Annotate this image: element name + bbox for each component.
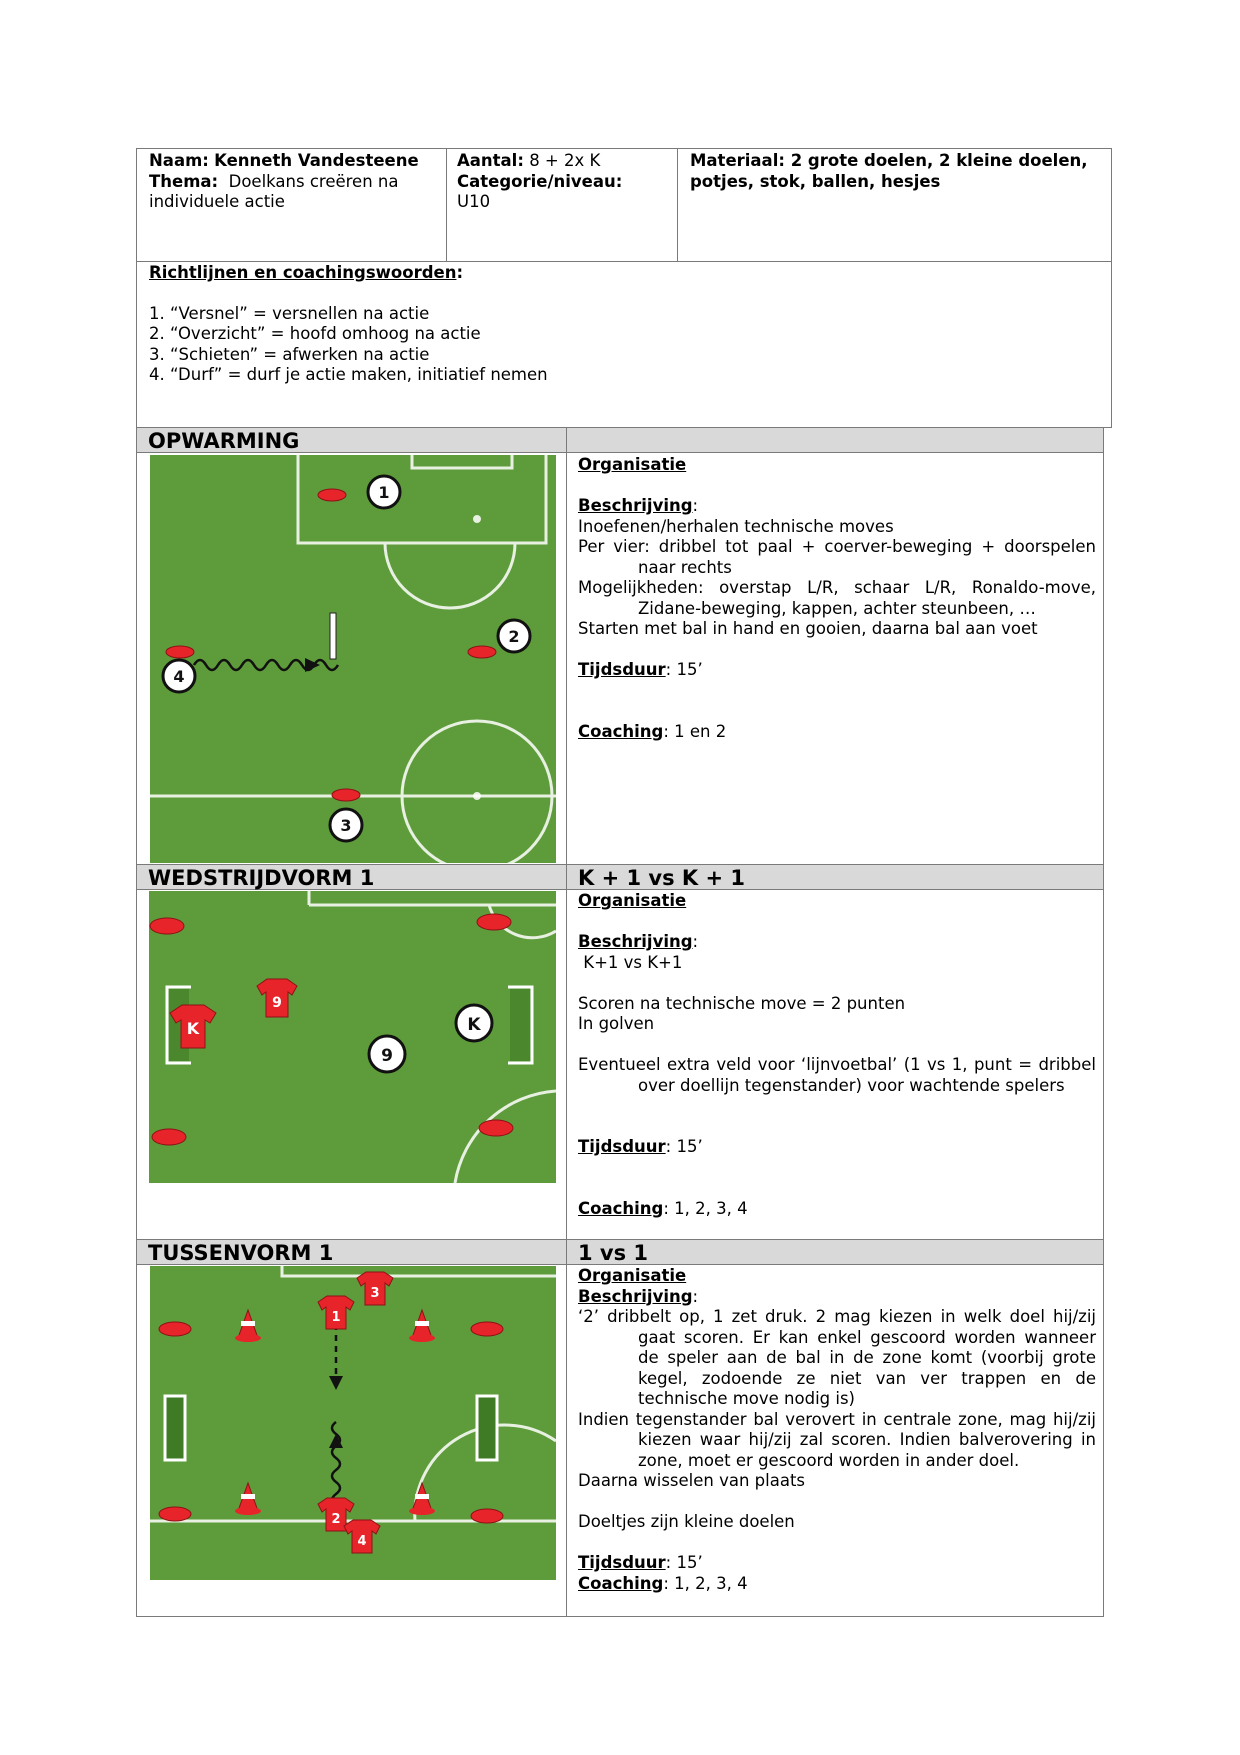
cone-icon: [318, 489, 346, 501]
opwarming-field-svg: [150, 455, 556, 863]
beschrijving-label: Beschrijving: [578, 932, 693, 951]
cone-icon: [332, 789, 360, 801]
cone-icon: [471, 1322, 503, 1336]
svg-text:9: 9: [381, 1046, 393, 1066]
coaching-label: Coaching: [578, 1198, 664, 1218]
wedstrijdvorm-field-diagram: [149, 891, 556, 1183]
aantal-value: 8 + 2x K: [529, 151, 601, 170]
wedstrijdvorm-field-svg: [149, 891, 556, 1183]
guidelines-colon: :: [456, 263, 464, 282]
section-title: TUSSENVORM 1: [148, 1241, 334, 1265]
coaching-value: : 1, 2, 3, 4: [663, 1573, 748, 1593]
description-tussenvorm: Organisatie Beschrijving: ‘2’ dribbelt op, 1 zet druk. 2 mag kiezen in welk doel hij/zij gaat scoren. Er kan enkel gescoord worden wanneer de speler aan de bal in de zone komt (voorbij grote kegel, zodoende ze niet van ver trappen en de technische move nodig is) Indien tegenstander bal verovert in centrale zone, mag hij/zij kiezen waar hij/zij zal scoren. Indien balverovering in zone, moet er gescoord worden in ander doel. Daarna wisselen van plaats Doeltjes zijn kleine doelen Tijdsduur: 15’ Coaching: 1, 2, 3, 4: [578, 1266, 1096, 1593]
info-divider-h: [136, 261, 1112, 262]
section-subheader-wedstrijdvorm: [566, 864, 1104, 890]
guideline-item: 4. “Durf” = durf je actie maken, initiatief nemen: [149, 365, 548, 384]
coaching-label: Coaching: [578, 1573, 664, 1593]
tussenvorm-field-svg: [150, 1266, 556, 1580]
svg-text:1: 1: [331, 1310, 341, 1325]
keeper-marker-icon: [456, 1005, 492, 1041]
guideline-item: 1. “Versnel” = versnellen na actie: [149, 303, 430, 323]
organisatie-label: Organisatie: [578, 1266, 687, 1285]
naam-label: Naam:: [149, 151, 209, 170]
tijdsduur-value: : 15’: [665, 1553, 703, 1572]
tijdsduur-value: : 15’: [665, 660, 703, 679]
cone-icon: [477, 914, 511, 930]
player-marker-icon: [163, 660, 195, 692]
description-line: Daarna wisselen van plaats: [578, 1471, 806, 1490]
svg-text:4: 4: [173, 667, 185, 686]
section-title: OPWARMING: [148, 429, 300, 453]
player-marker-icon: [498, 620, 530, 652]
svg-text:3: 3: [340, 816, 352, 835]
guideline-item: 3. “Schieten” = afwerken na actie: [149, 344, 430, 364]
info-divider-v2: [677, 148, 678, 262]
cone-icon: [468, 646, 496, 658]
section-header-opwarming: [136, 427, 567, 453]
section-title: WEDSTRIJDVORM 1: [148, 866, 375, 890]
svg-text:1: 1: [378, 483, 390, 502]
player-marker-icon: [368, 476, 400, 508]
description-line: Doeltjes zijn kleine doelen: [578, 1512, 795, 1531]
section-subtitle: 1 vs 1: [578, 1241, 649, 1265]
description-line: Mogelijkheden: overstap L/R, schaar L/R, Ronaldo-move, Zidane-beweging, kappen, achter steunbeen, …: [578, 578, 1096, 618]
thema-value: Doelkans creëren na individuele actie: [149, 171, 399, 211]
thema-label: Thema:: [149, 171, 219, 191]
categorie-value: U10: [457, 192, 491, 211]
organisatie-label: Organisatie: [578, 455, 687, 474]
cone-icon: [159, 1322, 191, 1336]
opwarming-field-diagram: [150, 455, 556, 863]
coaching-value: : 1, 2, 3, 4: [663, 1198, 748, 1218]
guideline-item: 2. “Overzicht” = hoofd omhoog na actie: [149, 324, 481, 343]
description-line: K+1 vs K+1: [578, 952, 683, 972]
cone-icon: [471, 1509, 503, 1523]
pole-icon: [330, 613, 336, 659]
cone-icon: [150, 918, 184, 934]
svg-text:K: K: [467, 1015, 481, 1035]
exercise-divider-v: [566, 427, 567, 1617]
categorie-label: Categorie/niveau:: [457, 171, 623, 191]
description-line: Scoren na technische move = 2 punten: [578, 993, 906, 1013]
svg-text:2: 2: [508, 627, 520, 646]
cone-icon: [152, 1129, 186, 1145]
beschrijving-label: Beschrijving: [578, 496, 693, 515]
tijdsduur-value: : 15’: [665, 1137, 703, 1156]
info-divider-v1: [446, 148, 447, 262]
description-line: Eventueel extra veld voor ‘lijnvoetbal’ (1 vs 1, punt = dribbel over doellijn tegenstander) voor wachtende spelers: [578, 1055, 1096, 1095]
description-wedstrijdvorm: Organisatie Beschrijving: K+1 vs K+1 Scoren na technische move = 2 punten In golven Eventueel extra veld voor ‘lijnvoetbal’ (1 vs 1, punt = dribbel over doellijn tegenstander) voor wachtende spelers Tijdsduur: 15’ Coaching: 1, 2, 3, 4: [578, 891, 1096, 1218]
svg-text:9: 9: [272, 995, 282, 1011]
tijdsduur-label: Tijdsduur: [578, 1137, 666, 1156]
player-marker-icon: [330, 809, 362, 841]
section-header-wedstrijdvorm: [136, 864, 567, 890]
tijdsduur-label: Tijdsduur: [578, 1553, 666, 1572]
coaching-value: : 1 en 2: [663, 721, 727, 741]
description-line: Inoefenen/herhalen technische moves: [578, 516, 894, 536]
organisatie-label: Organisatie: [578, 891, 687, 910]
aantal-cell: [457, 151, 672, 213]
guidelines-title: Richtlijnen en coachingswoorden: [149, 263, 457, 282]
description-line: ‘2’ dribbelt op, 1 zet druk. 2 mag kiezen in welk doel hij/zij gaat scoren. Er kan enkel gescoord worden wanneer de speler aan de bal in de zone komt (voorbij grote kegel, zodoende ze niet van ver trappen en de technische move nodig is): [578, 1307, 1096, 1408]
svg-text:K: K: [186, 1019, 200, 1038]
materiaal-cell: Materiaal: 2 grote doelen, 2 kleine doelen, potjes, stok, ballen, hesjes: [690, 151, 1088, 191]
section-subheader-opwarming: [566, 427, 1104, 453]
aantal-label: Aantal:: [457, 151, 524, 170]
tijdsduur-label: Tijdsduur: [578, 660, 666, 679]
section-subheader-tussenvorm: [566, 1239, 1104, 1265]
cone-icon: [479, 1120, 513, 1136]
description-line: Per vier: dribbel tot paal + coerver-beweging + doorspelen naar rechts: [578, 537, 1096, 577]
coaching-label: Coaching: [578, 721, 664, 741]
player-marker-icon: [369, 1036, 405, 1072]
cone-icon: [166, 646, 194, 658]
beschrijving-label: Beschrijving: [578, 1286, 693, 1306]
svg-text:2: 2: [331, 1512, 341, 1527]
guidelines: [149, 263, 1049, 386]
svg-text:3: 3: [370, 1286, 380, 1301]
description-opwarming: Organisatie Beschrijving: Inoefenen/herhalen technische moves Per vier: dribbel tot paal + coerver-beweging + doorspelen naar rechts Mogelijkheden: overstap L/R, schaar L/R, Ronaldo-move, Zidane-beweging, kappen, achter steunbeen, … Starten met bal in hand en gooien, daarna bal aan voet Tijdsduur: 15’ Coaching: 1 en 2: [578, 455, 1096, 741]
description-line: Starten met bal in hand en gooien, daarna bal aan voet: [578, 619, 1038, 638]
description-line: In golven: [578, 1014, 655, 1033]
tussenvorm-field-diagram: [150, 1266, 556, 1580]
naam-cell: [149, 151, 441, 213]
description-line: Indien tegenstander bal verovert in centrale zone, mag hij/zij kiezen waar hij/zij zal scoren. Indien balverovering in zone, moet er gescoord worden in ander doel.: [578, 1409, 1096, 1470]
section-header-tussenvorm: [136, 1239, 567, 1265]
cone-icon: [159, 1507, 191, 1521]
section-subtitle: K + 1 vs K + 1: [578, 866, 746, 890]
svg-text:4: 4: [357, 1534, 367, 1549]
naam-value: Kenneth Vandesteene: [214, 151, 419, 170]
